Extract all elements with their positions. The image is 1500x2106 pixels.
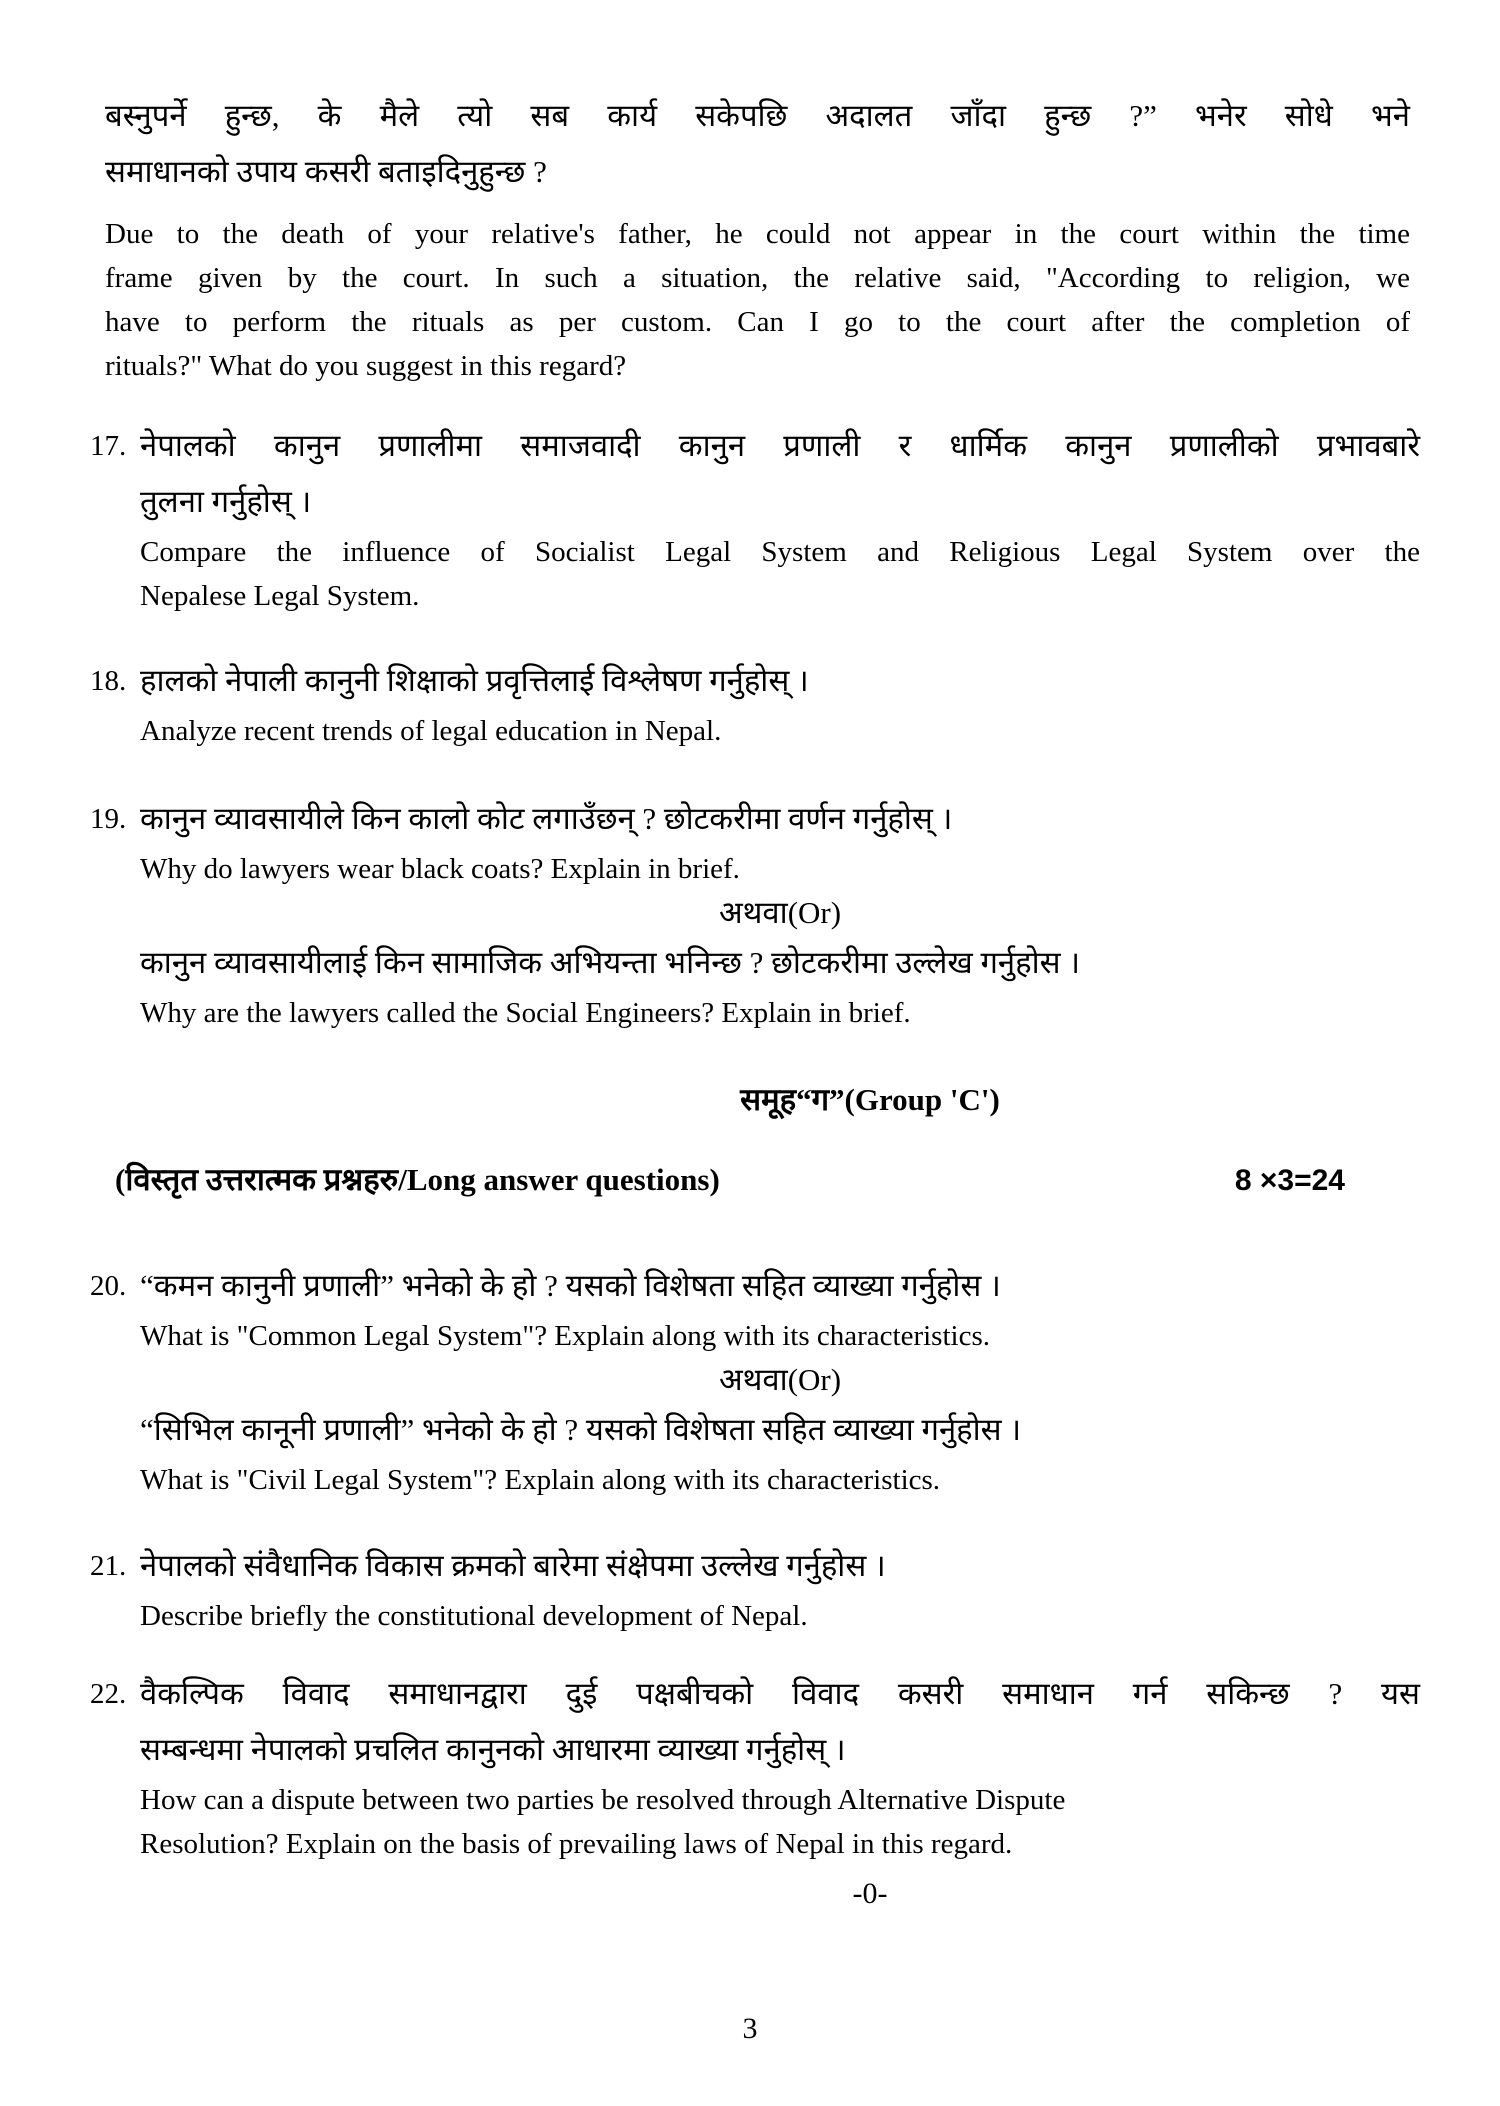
question-number: 17.	[90, 430, 127, 462]
question-text-nepali: सम्बन्धमा नेपालको प्रचलित कानुनको आधारमा व्याख्या गर्नुहोस् ।	[140, 1732, 846, 1767]
or-separator: अथवा(Or)	[718, 1362, 842, 1397]
page-number: 3	[742, 2012, 758, 2045]
question-number: 20.	[90, 1270, 127, 1302]
question-text-english: have to perform the rituals as per custom. Can I go to the court after the completion of	[105, 306, 1410, 338]
question-text-english: frame given by the court. In such a situation, the relative said, "According to religion, we	[105, 262, 1410, 294]
section-heading: (विस्तृत उत्तरात्मक प्रश्नहरु/Long answer questions)	[115, 1162, 720, 1197]
question-19	[90, 791, 1420, 1035]
question-text-nepali: नेपालको संवैधानिक विकास क्रमको बारेमा संक्षेपमा उल्लेख गर्नुहोस ।	[140, 1548, 886, 1583]
question-21	[90, 1538, 1420, 1638]
question-body	[140, 1258, 1420, 1502]
question-body	[140, 1666, 1420, 1866]
question-text-nepali: हालको नेपाली कानुनी शिक्षाको प्रवृत्तिलाई विश्लेषण गर्नुहोस् ।	[140, 663, 809, 698]
question-17	[90, 418, 1420, 618]
question-text-english: Nepalese Legal System.	[140, 580, 420, 612]
question-text-nepali: समाधानको उपाय कसरी बताइदिनुहुन्छ ?	[105, 154, 547, 189]
question-text-english: What is "Common Legal System"? Explain along with its characteristics.	[140, 1320, 990, 1352]
question-text-english-group	[105, 212, 1410, 388]
question-text-nepali: कानुन व्यावसायीले किन कालो कोट लगाउँछन् ? छोटकरीमा वर्णन गर्नुहोस् ।	[140, 801, 953, 836]
question-text-english: Analyze recent trends of legal education in Nepal.	[140, 715, 722, 747]
question-body	[140, 418, 1420, 618]
question-text-nepali: वैकल्पिक विवाद समाधानद्वारा दुई पक्षबीचको विवाद कसरी समाधान गर्न सकिन्छ ? यस	[140, 1676, 1420, 1711]
question-text-nepali: नेपालको कानुन प्रणालीमा समाजवादी कानुन प्रणाली र धार्मिक कानुन प्रणालीको प्रभावबारे	[140, 428, 1420, 463]
or-separator: अथवा(Or)	[718, 895, 842, 930]
question-text-nepali: “कमन कानुनी प्रणाली” भनेको के हो ? यसको विशेषता सहित व्याख्या गर्नुहोस ।	[140, 1268, 1001, 1303]
question-text-english: rituals?" What do you suggest in this regard?	[105, 350, 627, 382]
alternative-question-text-nepali: “सिभिल कानूनी प्रणाली” भनेको के हो ? यसको विशेषता सहित व्याख्या गर्नुहोस ।	[140, 1412, 1022, 1447]
section-heading-row	[115, 1155, 1345, 1206]
question-20	[90, 1258, 1420, 1502]
question-text-english: How can a dispute between two parties be resolved through Alternative Dispute	[140, 1784, 1066, 1816]
group-heading: समूह“ग”(Group 'C')	[740, 1082, 1000, 1117]
question-number: 19.	[90, 803, 127, 835]
question-number: 18.	[90, 665, 127, 697]
question-number: 22.	[90, 1678, 127, 1710]
question-22	[90, 1666, 1420, 1866]
question-text-nepali: तुलना गर्नुहोस् ।	[140, 484, 312, 519]
alternative-question-text-nepali: कानुन व्यावसायीलाई किन सामाजिक अभियन्ता भनिन्छ ? छोटकरीमा उल्लेख गर्नुहोस ।	[140, 945, 1081, 980]
end-mark: -0-	[852, 1877, 888, 1910]
question-18	[90, 653, 1420, 753]
continued-question	[105, 88, 1410, 388]
question-body	[140, 791, 1420, 1035]
question-text-english: Due to the death of your relative's father, he could not appear in the court within the time	[105, 218, 1410, 250]
section-marks: 8 ×3=24	[1234, 1164, 1345, 1197]
alternative-question-text-english: What is "Civil Legal System"? Explain along with its characteristics.	[140, 1464, 941, 1496]
question-text-nepali: बस्नुपर्ने हुन्छ, के मैले त्यो सब कार्य सकेपछि अदालत जाँदा हुन्छ ?” भनेर सोधे भने	[105, 98, 1410, 133]
question-text-english: Describe briefly the constitutional development of Nepal.	[140, 1600, 808, 1632]
question-text-english: Why do lawyers wear black coats? Explain in brief.	[140, 853, 740, 885]
question-number: 21.	[90, 1550, 127, 1582]
question-text-english: Resolution? Explain on the basis of prevailing laws of Nepal in this regard.	[140, 1828, 1013, 1860]
question-body	[140, 653, 1420, 753]
alternative-question-text-english: Why are the lawyers called the Social Engineers? Explain in brief.	[140, 997, 911, 1029]
question-body	[140, 1538, 1420, 1638]
question-text-english: Compare the influence of Socialist Legal System and Religious Legal System over the	[140, 536, 1420, 568]
